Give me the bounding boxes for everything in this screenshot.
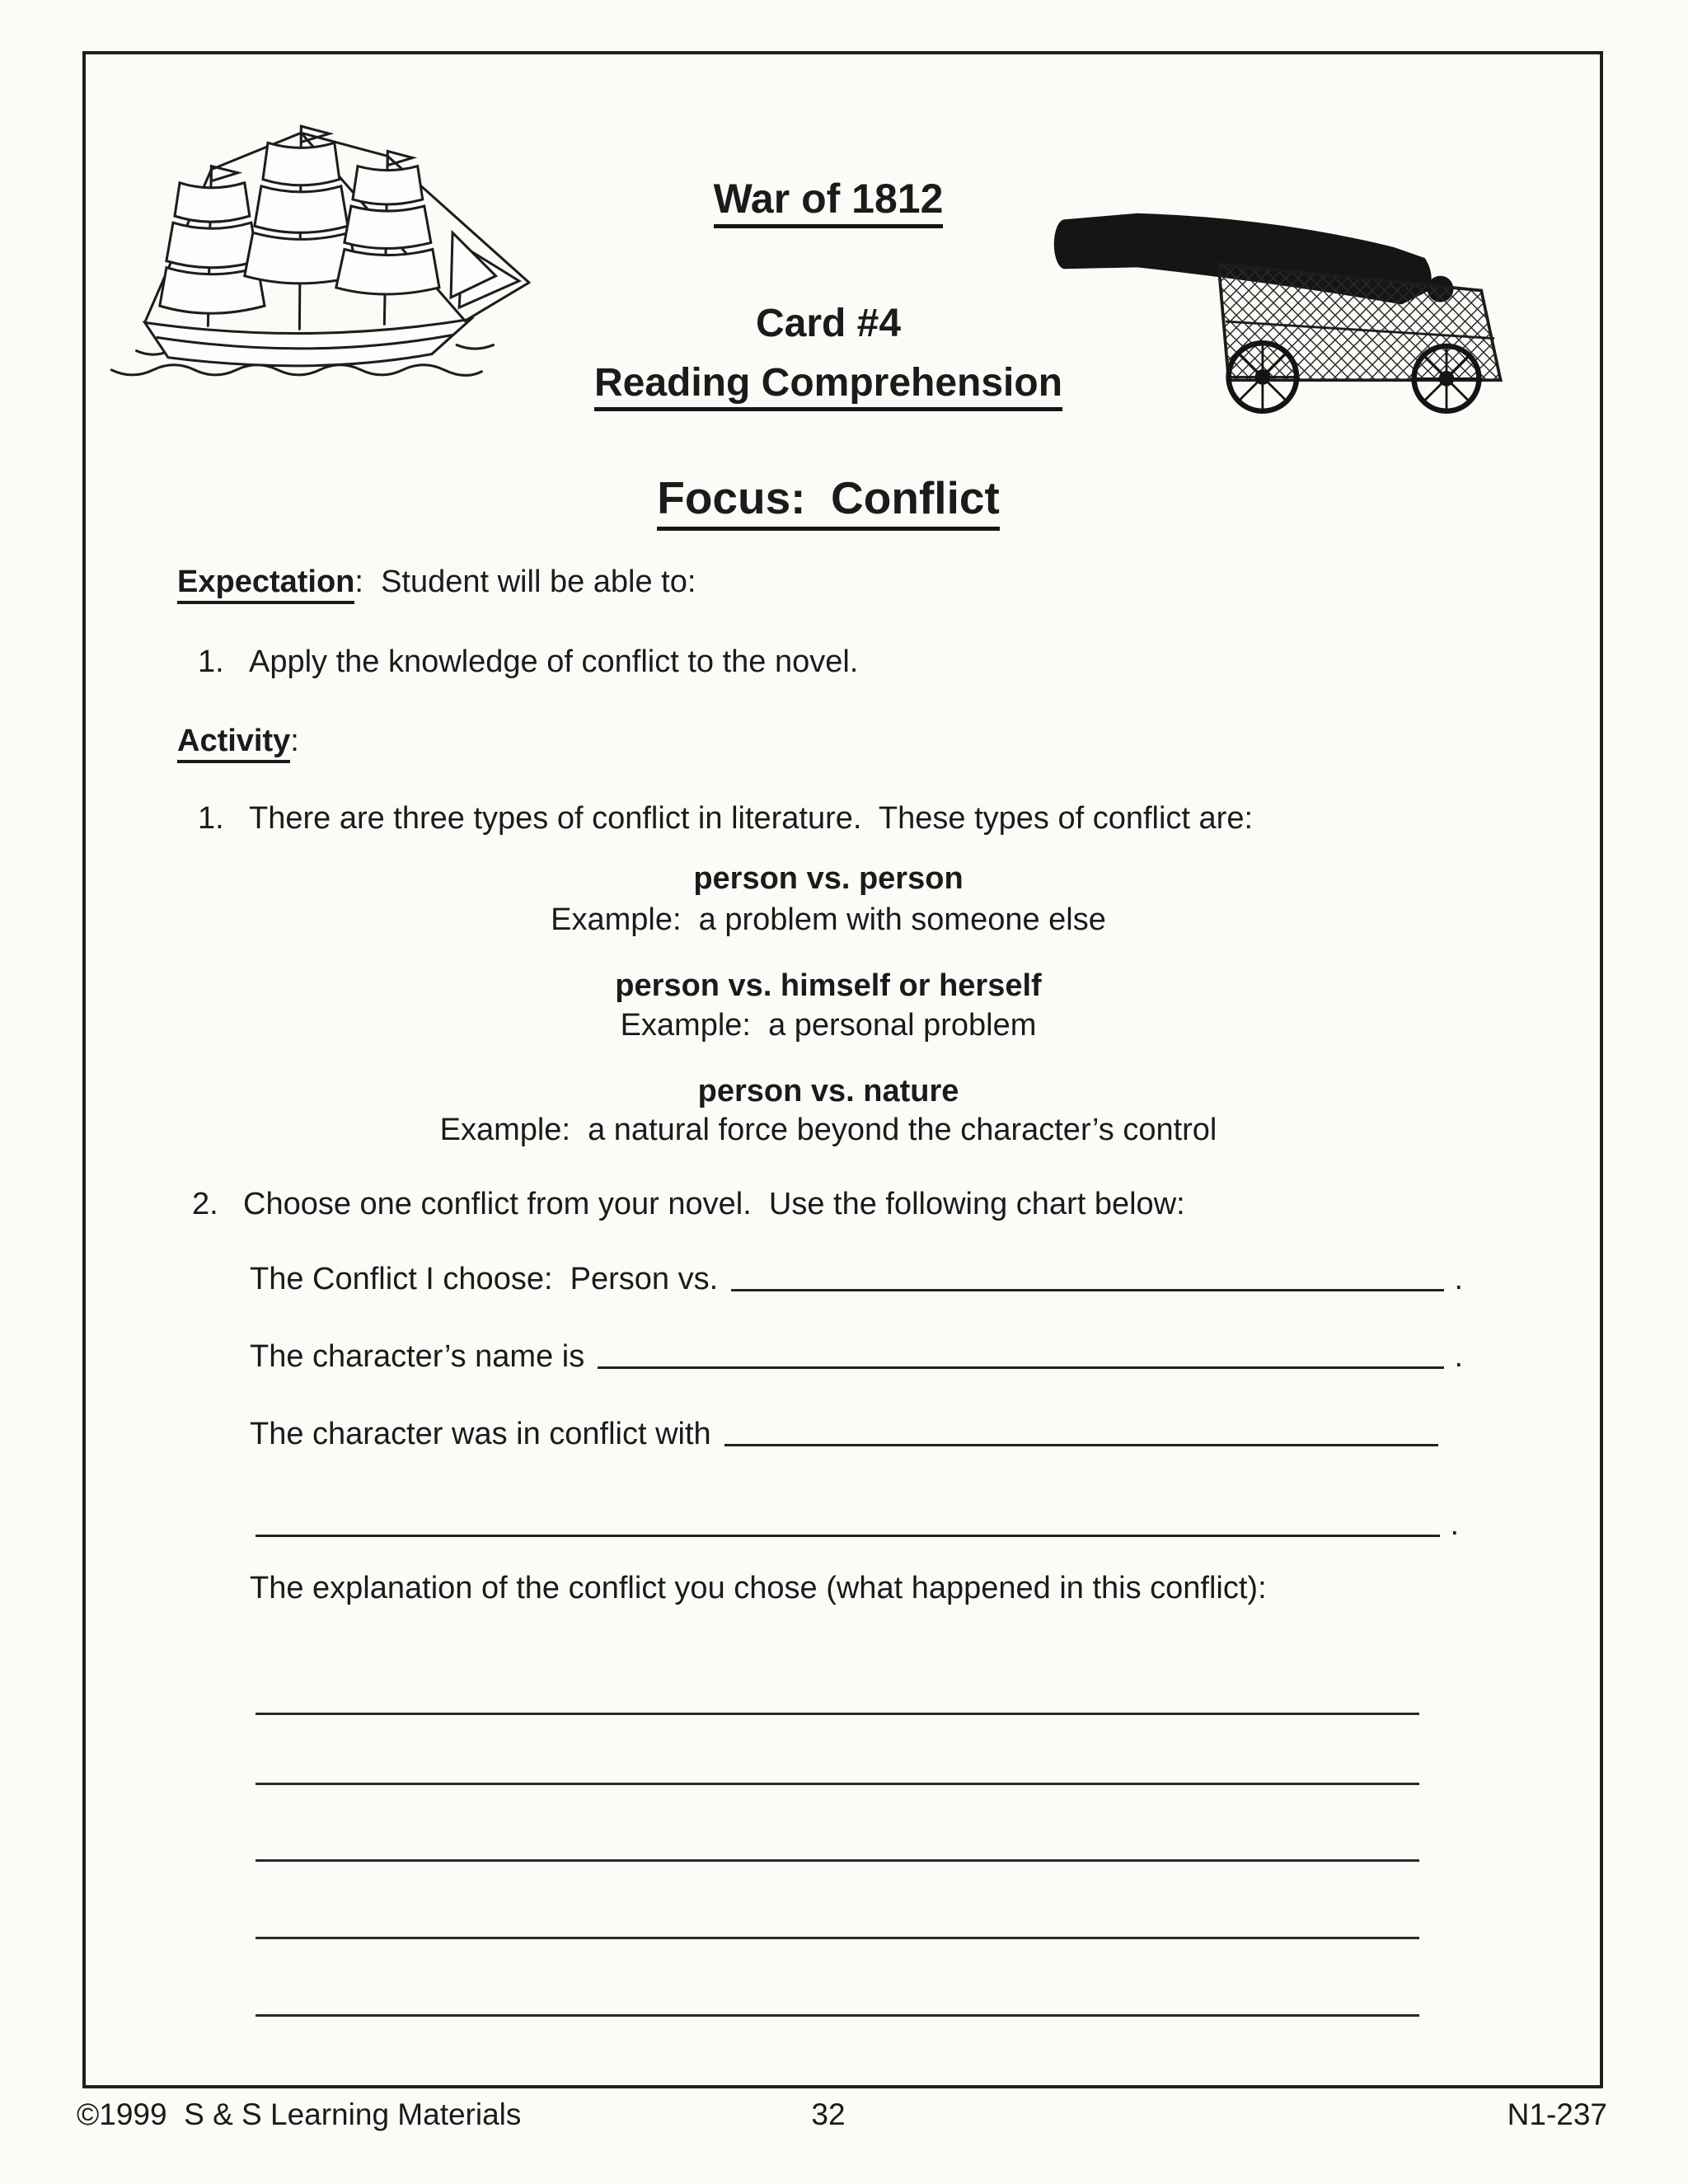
activity-item-2-number: 2. — [192, 1187, 218, 1221]
footer-page-number: 32 — [811, 2097, 846, 2131]
character-name-period: . — [1454, 1339, 1463, 1374]
conflict-type-3-title: person vs. nature — [697, 1074, 959, 1108]
card-number: Card #4 — [755, 302, 902, 345]
activity-item-1 — [198, 801, 1253, 837]
activity-item-2 — [192, 1187, 1185, 1222]
activity-label: Activity — [177, 724, 290, 763]
activity-item-1-number: 1. — [198, 801, 224, 836]
writing-line — [256, 1713, 1419, 1715]
focus-heading — [0, 471, 1657, 524]
footer-doc-code: N1-237 — [1507, 2097, 1607, 2131]
page-subtitle-text: Reading Comprehension — [594, 361, 1062, 411]
expectation-heading — [177, 565, 696, 600]
writing-line — [256, 1859, 1419, 1862]
expectation-item-1-text: Apply the knowledge of conflict to the novel. — [249, 644, 859, 679]
character-name-row — [250, 1330, 1463, 1375]
footer-copyright: ©1999 S & S Learning Materials — [77, 2097, 522, 2131]
conflict-with-continuation-blank — [256, 1504, 1440, 1537]
page-subtitle — [0, 360, 1657, 405]
conflict-choice-label: The Conflict I choose: Person vs. — [250, 1262, 719, 1296]
conflict-type-1-example: Example: a problem with someone else — [551, 902, 1106, 937]
activity-item-2-text: Choose one conflict from your novel. Use the following chart below: — [243, 1187, 1185, 1221]
expectation-rest: : Student will be able to: — [354, 565, 696, 599]
writing-line — [256, 1783, 1419, 1785]
conflict-with-blank — [724, 1413, 1438, 1446]
conflict-with-label: The character was in conflict with — [250, 1417, 711, 1451]
conflict-choice-period: . — [1454, 1262, 1463, 1296]
page-title — [0, 175, 1657, 223]
explanation-label: The explanation of the conflict you chose (what happened in this conflict): — [250, 1571, 1267, 1605]
expectation-item-1-number: 1. — [198, 644, 224, 679]
conflict-type-2-title: person vs. himself or herself — [615, 968, 1042, 1003]
conflict-with-continuation-period: . — [1450, 1507, 1459, 1542]
conflict-type-1-title: person vs. person — [693, 861, 964, 896]
expectation-label: Expectation — [177, 565, 354, 604]
conflict-with-row — [250, 1408, 1438, 1452]
conflict-choice-row — [250, 1253, 1463, 1297]
activity-item-1-text: There are three types of conflict in literature. These types of conflict are: — [249, 801, 1254, 836]
activity-rest: : — [290, 724, 299, 758]
expectation-item-1 — [198, 644, 858, 680]
character-name-label: The character’s name is — [250, 1339, 585, 1374]
conflict-type-2-example: Example: a personal problem — [620, 1008, 1037, 1043]
conflict-type-3-example: Example: a natural force beyond the character’s control — [439, 1113, 1217, 1147]
character-name-blank — [598, 1336, 1444, 1369]
activity-heading — [177, 724, 299, 759]
conflict-with-continuation-row — [256, 1498, 1459, 1543]
focus-heading-text: Focus: Conflict — [657, 472, 1000, 531]
page-title-text: War of 1812 — [714, 176, 944, 228]
writing-line — [256, 2014, 1419, 2017]
conflict-choice-blank — [731, 1258, 1444, 1291]
writing-line — [256, 1937, 1419, 1939]
